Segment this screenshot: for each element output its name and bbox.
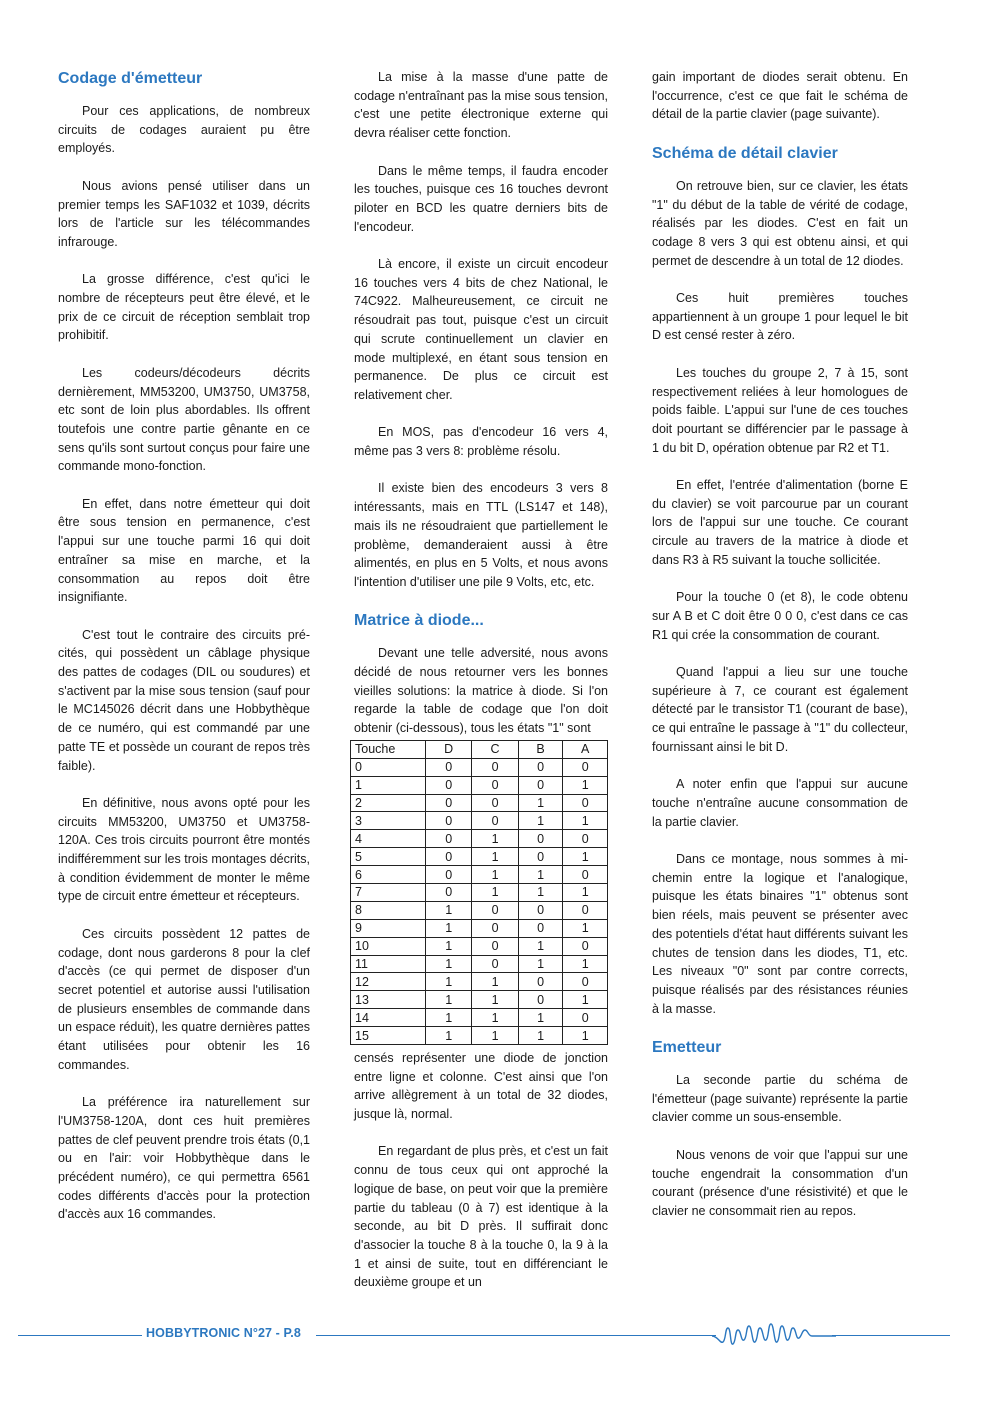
table-cell: 1	[426, 901, 472, 919]
table-row	[351, 830, 608, 848]
column-1	[58, 68, 310, 1243]
paragraph: Pour ces applications, de nombreux circuits de codages auraient pu être employés.	[58, 104, 310, 156]
table-cell: 0	[426, 866, 472, 884]
table-cell: 0	[426, 776, 472, 794]
table-cell: 0	[563, 973, 608, 991]
table-cell: 0	[518, 973, 563, 991]
table-cell: 0	[426, 758, 472, 776]
column-2	[354, 68, 608, 1311]
truth-table-header	[351, 740, 608, 758]
table-row	[351, 758, 608, 776]
table-cell: 1	[518, 883, 563, 901]
table-row	[351, 812, 608, 830]
table-cell: 1	[563, 848, 608, 866]
table-cell: 4	[351, 830, 426, 848]
paragraph: Nous venons de voir que l'appui sur une touche engendrait la consommation d'un courant (présence d'une résistivité) et que le clavier ne consommait rien au repos.	[652, 1147, 908, 1218]
paragraph: C'est tout le contraire des circuits pré-cités, qui possèdent un câblage physique des pattes de codages (DIL ou soudures) et s'activent par la mise sous tension (sauf pour le MC145026 décrit dans une Hobbythèque de ce numéro, qui est commandé par une patte TE et possède un courant de repos très faible).	[58, 627, 310, 773]
table-cell: 1	[518, 812, 563, 830]
paragraph: En regardant de plus près, et c'est un fait connu de tous ceux qui ont approché la logique de base, on peut voir que la première partie du tableau (0 à 7) est identique à la seconde, au bit D près. Il suffirait donc d'associer la touche 8 à la touche 0, la 9 à la 1 et ainsi de suite, tout en différenciant le deuxième groupe et un	[354, 1144, 608, 1290]
paragraph: Il existe bien des encodeurs 3 vers 8 intéressants, mais en TTL (LS147 et 148), mais ils ne résoudraient que partiellement le problème, demanderaient aussi à être alimentés, en plus en 5 Volts, et nous avons l'intention d'utiliser une pile 9 Volts, etc, etc.	[354, 481, 608, 589]
truth-table-column-header: Touche	[351, 740, 426, 758]
paragraph: gain important de diodes serait obtenu. En l'occurrence, c'est ce que fait le schéma de détail de la partie clavier (page suivante).	[652, 70, 908, 122]
table-cell: 0	[426, 830, 472, 848]
table-cell: 3	[351, 812, 426, 830]
table-cell: 0	[518, 776, 563, 794]
table-cell: 1	[426, 937, 472, 955]
table-cell: 1	[472, 866, 518, 884]
table-cell: 1	[563, 919, 608, 937]
table-cell: 0	[518, 991, 563, 1009]
table-cell: 1	[472, 848, 518, 866]
paragraph: Pour la touche 0 (et 8), le code obtenu sur A B et C doit être 0 0 0, c'est dans ce cas R1 qui crée la consommation de courant.	[652, 590, 908, 642]
table-cell: 0	[518, 830, 563, 848]
section-heading-schema-clavier: Schéma de détail clavier	[652, 144, 838, 162]
table-cell: 1	[563, 1027, 608, 1045]
table-cell: 1	[472, 973, 518, 991]
table-cell: 1	[426, 919, 472, 937]
table-cell: 5	[351, 848, 426, 866]
paragraph: En MOS, pas d'encodeur 16 vers 4, même pas 3 vers 8: problème résolu.	[354, 425, 608, 459]
paragraph: En effet, l'entrée d'alimentation (borne E du clavier) se voit parcourue par un courant lors de l'appui sur une touche. Ce courant circule au travers de la matrice à diode et dans R3 à R5 suivant la touche sollicitée.	[652, 478, 908, 567]
table-cell: 8	[351, 901, 426, 919]
table-cell: 1	[351, 776, 426, 794]
table-cell: 1	[426, 973, 472, 991]
table-row	[351, 973, 608, 991]
table-cell: 1	[472, 883, 518, 901]
truth-table-column-header: D	[426, 740, 472, 758]
truth-table	[350, 740, 608, 1045]
paragraph: Dans le même temps, il faudra encoder les touches, puisque ces 16 touches devront piloter en BCD les quatre derniers bits de l'encodeur.	[354, 163, 608, 234]
waveform-icon	[712, 1322, 836, 1352]
table-cell: 0	[472, 812, 518, 830]
table-row	[351, 883, 608, 901]
table-cell: 15	[351, 1027, 426, 1045]
table-cell: 0	[563, 794, 608, 812]
footer-label: HOBBYTRONIC N°27 - P.8	[146, 1326, 301, 1340]
paragraph: En définitive, nous avons opté pour les circuits MM53200, UM3750 et UM3758-120A. Ces trois circuits pourront être montés indifféremment sur les trois montages décrits, à condition évidemment de monter le même type de circuit entre émetteur et récepteurs.	[58, 795, 310, 904]
truth-table-column-header: B	[518, 740, 563, 758]
paragraph: La préférence ira naturellement sur l'UM3758-120A, dont ces huit premières pattes de clef peuvent prendre trois états (0,1 ou en l'air: voir Hobbythèque dans le précédent numéro), ce qui permettra 6561 codes différents d'accès pour la protection d'accès aux 16 commandes.	[58, 1095, 310, 1222]
table-row	[351, 776, 608, 794]
table-cell: 0	[472, 901, 518, 919]
table-cell: 1	[426, 1009, 472, 1027]
section-heading-matrice: Matrice à diode...	[354, 612, 484, 630]
table-row	[351, 937, 608, 955]
paragraph: Ces huit premières touches appartiennent à un groupe 1 pour lequel le bit D est censé rester à zéro.	[652, 291, 908, 343]
table-cell: 0	[426, 883, 472, 901]
table-cell: 1	[426, 991, 472, 1009]
table-cell: 1	[472, 1027, 518, 1045]
page-footer	[0, 1322, 992, 1352]
paragraph: On retrouve bien, sur ce clavier, les états "1" du début de la table de vérité de codage, réalisés par les diodes. C'est en fait un codage 8 vers 3 qui est obtenu ainsi, et qui permet de descendre à un total de 12 diodes.	[652, 178, 908, 268]
table-cell: 0	[563, 1009, 608, 1027]
table-cell: 0	[518, 901, 563, 919]
table-cell: 0	[518, 919, 563, 937]
table-cell: 7	[351, 883, 426, 901]
table-cell: 0	[472, 955, 518, 973]
column-3	[652, 68, 908, 1239]
table-cell: 1	[518, 1027, 563, 1045]
table-row	[351, 848, 608, 866]
table-cell: 1	[518, 937, 563, 955]
table-cell: 1	[472, 830, 518, 848]
table-cell: 0	[563, 901, 608, 919]
table-cell: 0	[472, 794, 518, 812]
table-cell: 0	[426, 812, 472, 830]
paragraph: La grosse différence, c'est qu'ici le nombre de récepteurs peut être élevé, et le prix de ce circuit de réception semblait trop prohibitif.	[58, 272, 310, 343]
table-cell: 2	[351, 794, 426, 812]
table-row	[351, 955, 608, 973]
table-cell: 0	[563, 937, 608, 955]
table-cell: 1	[563, 883, 608, 901]
table-cell: 1	[563, 776, 608, 794]
section-heading-codage: Codage d'émetteur	[58, 70, 203, 87]
table-cell: 1	[518, 955, 563, 973]
table-cell: 0	[472, 919, 518, 937]
footer-rule-middle	[316, 1335, 716, 1336]
table-cell: 1	[563, 812, 608, 830]
paragraph: censés représenter une diode de jonction entre ligne et colonne. C'est ainsi que l'on arrive allègrement à un total de 32 diodes, jusque là, normal.	[354, 1050, 608, 1122]
table-row	[351, 1027, 608, 1045]
table-cell: 1	[426, 955, 472, 973]
paragraph: Les codeurs/décodeurs décrits dernièrement, MM53200, UM3750, UM3758, etc sont de loin plus abordables. Ils offrent toutefois une contre partie gênante en ce sens qu'ils sont surtout conçus pour faire une commande mono-fonction.	[58, 365, 310, 474]
table-cell: 1	[518, 866, 563, 884]
table-row	[351, 794, 608, 812]
table-row	[351, 901, 608, 919]
footer-rule-right	[832, 1335, 950, 1336]
table-cell: 0	[518, 758, 563, 776]
table-cell: 0	[426, 794, 472, 812]
paragraph: Les touches du groupe 2, 7 à 15, sont respectivement reliées à leur homologues de poids faible. L'appui sur l'une de ces touches doit pourtant se différencier par le passage à 1 du bit D, opération obtenue par R2 et T1.	[652, 365, 908, 455]
table-cell: 0	[351, 758, 426, 776]
table-cell: 0	[518, 848, 563, 866]
table-cell: 14	[351, 1009, 426, 1027]
paragraph: Là encore, il existe un circuit encodeur 16 touches vers 4 bits de chez National, le 74C922. Malheureusement, ce circuit ne résoudrait pas tout, puisque c'est un circuit qui scrute continuellement un clavier en mode multiplexé, en étant sous tension en permanence. De plus ce circuit est relativement cher.	[354, 257, 608, 402]
table-cell: 12	[351, 973, 426, 991]
paragraph: A noter enfin que l'appui sur aucune touche n'entraîne aucune consommation de la partie clavier.	[652, 777, 908, 829]
table-cell: 0	[426, 848, 472, 866]
table-row	[351, 866, 608, 884]
table-cell: 10	[351, 937, 426, 955]
table-cell: 13	[351, 991, 426, 1009]
truth-table-body	[351, 758, 608, 1044]
section-heading-emetteur: Emetteur	[652, 1039, 722, 1057]
truth-table-column-header: A	[563, 740, 608, 758]
paragraph: Nous avions pensé utiliser dans un premier temps les SAF1032 et 1039, décrits lors de l'article sur les télécommandes infrarouge.	[58, 178, 310, 249]
table-cell: 1	[563, 991, 608, 1009]
table-cell: 0	[563, 758, 608, 776]
table-cell: 1	[426, 1027, 472, 1045]
table-row	[351, 991, 608, 1009]
table-cell: 1	[563, 955, 608, 973]
table-cell: 0	[563, 866, 608, 884]
paragraph: Devant une telle adversité, nous avons décidé de nous retourner vers les bonnes vieilles solutions: la matrice à diode. Si l'on regarde la table de codage que l'on doit obtenir (ci-dessous), tous les états "1" sont	[354, 646, 608, 736]
paragraph: En effet, dans notre émetteur qui doit être sous tension en permanence, c'est l'appui sur une touche parmi 16 qui doit entraîner sa mise en marche, et la consommation au repos doit être insignifiante.	[58, 496, 310, 605]
table-cell: 0	[472, 937, 518, 955]
paragraph: Dans ce montage, nous sommes à mi-chemin entre la logique et l'analogique, puisque les états binaires "1" obtenus sont bien réels, mais peuvent se présenter avec des potentiels d'état haut différents suivant les chutes de tension dans les diodes, T1, etc. Les niveaux "0" sont par contre corrects, puisque réalisés par des résistances réunies à la masse.	[652, 852, 908, 1016]
paragraph: La seconde partie du schéma de l'émetteur (page suivante) représente la partie clavier comme un sous-ensemble.	[652, 1073, 908, 1125]
table-cell: 9	[351, 919, 426, 937]
table-cell: 1	[518, 794, 563, 812]
table-cell: 0	[472, 776, 518, 794]
table-cell: 11	[351, 955, 426, 973]
col1-paragraphs	[58, 102, 310, 1224]
table-cell: 0	[472, 758, 518, 776]
table-cell: 1	[518, 1009, 563, 1027]
table-row	[351, 1009, 608, 1027]
table-cell: 0	[563, 830, 608, 848]
paragraph: Quand l'appui a lieu sur une touche supérieure à 7, ce courant est également détecté par le transistor T1 (courant de base), ce qui entraîne le passage à "1" du collecteur, fournissant ainsi le bit D.	[652, 665, 908, 754]
paragraph: Ces circuits possèdent 12 pattes de codage, dont nous garderons 8 pour la clef d'accès (ce qui permet de disposer d'un secret potentiel et autorise aussi l'utilisation de plusieurs ensembles de commande dans un espace réduit), les quatre dernières pattes étant utilisées pour obtenir les 16 commandes.	[58, 926, 310, 1072]
table-row	[351, 919, 608, 937]
table-cell: 6	[351, 866, 426, 884]
table-cell: 1	[472, 1009, 518, 1027]
paragraph: La mise à la masse d'une patte de codage n'entraînant pas la mise sous tension, c'est une petite électronique externe qui devra réaliser cette fonction.	[354, 70, 608, 141]
footer-rule-left	[18, 1335, 142, 1336]
table-cell: 1	[472, 991, 518, 1009]
truth-table-column-header: C	[472, 740, 518, 758]
